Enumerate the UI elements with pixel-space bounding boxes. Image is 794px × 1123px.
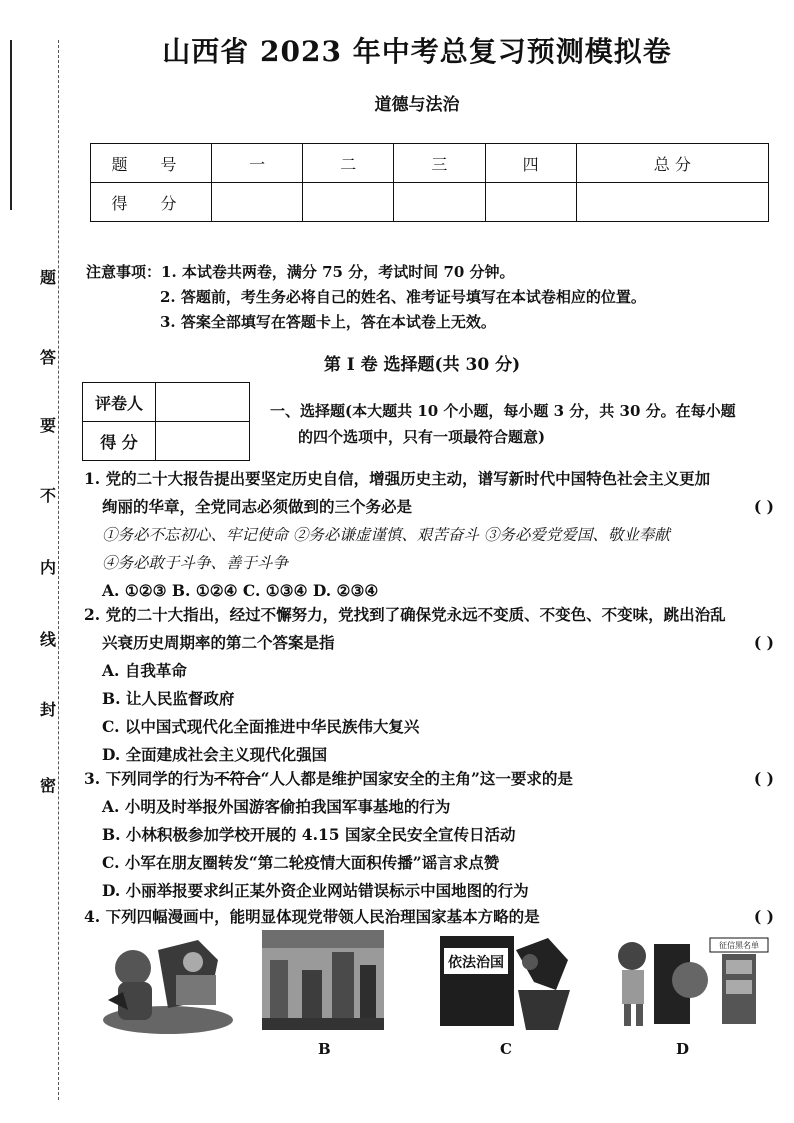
margin-char: 封 (40, 700, 57, 719)
cartoon-a-image[interactable] (98, 930, 238, 1035)
section-heading: 第 Ⅰ 卷 选择题(共 30 分) (323, 355, 521, 375)
question-1 (84, 465, 784, 605)
exam-title: 山西省 2023 年中考总复习预测模拟卷 (162, 35, 672, 68)
cartoon-b-caption: B (318, 1040, 331, 1058)
cartoon-d-text: 征信黑名单 (719, 941, 759, 950)
binding-dashed-line (58, 40, 60, 1100)
question-stem-line (84, 629, 784, 657)
question-stem-emphasis: 不符合 (214, 769, 261, 788)
note-item: 2. 答题前，考生务必将自己的姓名、准考证号填写在本试卷相应的位置。 (160, 288, 646, 306)
intro-line: 一、选择题(本大题共 10 个小题，每小题 3 分，共 30 分。在每小题 (270, 402, 736, 420)
option-c[interactable]: C. 以中国式现代化全面推进中华民族伟大复兴 (102, 717, 420, 736)
score-header-label: 题 号 (91, 144, 212, 183)
question-stem: 绚丽的华章，全党同志必须做到的三个务必是 (102, 497, 413, 516)
option-c[interactable]: C. ①③④ (242, 581, 308, 600)
score-header-2: 二 (303, 144, 394, 183)
grader-label: 评卷人 (83, 383, 156, 422)
option-b[interactable]: B. ①②④ (171, 581, 238, 600)
question-items: ①务必不忘初心、牢记使命 ②务必谦虚谨慎、艰苦奋斗 ③务必爱党爱国、敬业奉献 (102, 526, 670, 544)
question-stem: 3. 下列同学的行为 (84, 769, 215, 788)
question-stem-line (84, 765, 784, 793)
question-2 (84, 601, 784, 769)
option-a[interactable]: A. ①②③ (102, 581, 167, 600)
option-a[interactable]: A. 小明及时举报外国游客偷拍我国军事基地的行为 (102, 797, 451, 816)
answer-blank[interactable]: ( ) (753, 907, 774, 926)
grader-table (82, 382, 250, 461)
question-stem-line (84, 903, 784, 931)
option-d[interactable]: D. ②③④ (312, 581, 379, 600)
question-stem: 兴衰历史周期率的第二个答案是指 (102, 633, 335, 652)
cartoon-c-image[interactable] (438, 930, 576, 1035)
option-d[interactable]: D. 小丽举报要求纠正某外资企业网站错误标示中国地图的行为 (102, 881, 529, 900)
cartoon-c-caption: C (500, 1040, 512, 1058)
margin-char: 密 (40, 776, 57, 795)
margin-char: 线 (40, 630, 57, 649)
note-item: 3. 答案全部填写在答题卡上，答在本试卷上无效。 (160, 313, 496, 331)
answer-blank[interactable]: ( ) (753, 769, 774, 788)
score-cell[interactable] (576, 183, 768, 222)
score-cell[interactable] (303, 183, 394, 222)
question-stem: 1. 党的二十大报告提出要坚定历史自信，增强历史主动，谱写新时代中国特色社会主义更加 (84, 469, 711, 488)
cartoon-d-image[interactable] (612, 930, 772, 1035)
margin-char: 题 (40, 268, 57, 287)
score-cell[interactable] (485, 183, 576, 222)
score-header-total: 总 分 (576, 144, 768, 183)
question-stem: “人人都是维护国家安全的主角”这一要求的是 (260, 769, 573, 788)
option-b[interactable]: B. 让人民监督政府 (102, 689, 235, 708)
cartoon-b-image[interactable] (262, 930, 384, 1030)
cartoon-d-caption: D (676, 1040, 690, 1058)
question-stem-line (84, 493, 784, 521)
answer-blank[interactable]: ( ) (753, 633, 774, 652)
grader-cell[interactable] (156, 383, 250, 422)
cartoon-c-text: 依法治国 (448, 955, 504, 971)
question-3 (84, 765, 784, 905)
score-header-3: 三 (394, 144, 485, 183)
notes-label: 注意事项： (86, 263, 162, 281)
score-cell[interactable] (212, 183, 303, 222)
score-header-4: 四 (485, 144, 576, 183)
score-row-label: 得 分 (91, 183, 212, 222)
score-header-1: 一 (212, 144, 303, 183)
answer-blank[interactable]: ( ) (753, 497, 774, 516)
score-cell[interactable] (394, 183, 485, 222)
margin-char: 答 (40, 348, 57, 367)
question-4 (84, 903, 784, 931)
grader-score-label: 得 分 (83, 422, 156, 461)
question-stem: 4. 下列四幅漫画中，能明显体现党带领人民治理国家基本方略的是 (84, 907, 540, 926)
option-a[interactable]: A. 自我革命 (102, 661, 187, 680)
option-b[interactable]: B. 小林积极参加学校开展的 4.15 国家全民安全宣传日活动 (102, 825, 516, 844)
question-items: ④务必敢于斗争、善于斗争 (102, 554, 289, 572)
option-c[interactable]: C. 小军在朋友圈转发“第二轮疫情大面积传播”谣言求点赞 (102, 853, 500, 872)
section-instructions (270, 398, 780, 450)
note-item: 1. 本试卷共两卷，满分 75 分，考试时间 70 分钟。 (161, 263, 515, 281)
margin-char: 要 (40, 416, 57, 435)
grader-score-cell[interactable] (156, 422, 250, 461)
option-d[interactable]: D. 全面建成社会主义现代化强国 (102, 745, 328, 764)
margin-char: 不 (40, 486, 57, 505)
exam-notes (86, 260, 646, 335)
exam-subject: 道德与法治 (374, 95, 460, 115)
question-stem: 2. 党的二十大指出，经过不懈努力，党找到了确保党永远不变质、不变色、不变味，跳出治乱 (84, 605, 726, 624)
margin-char: 内 (40, 558, 57, 577)
score-table (90, 143, 769, 222)
intro-line: 的四个选项中，只有一项最符合题意) (298, 428, 546, 446)
